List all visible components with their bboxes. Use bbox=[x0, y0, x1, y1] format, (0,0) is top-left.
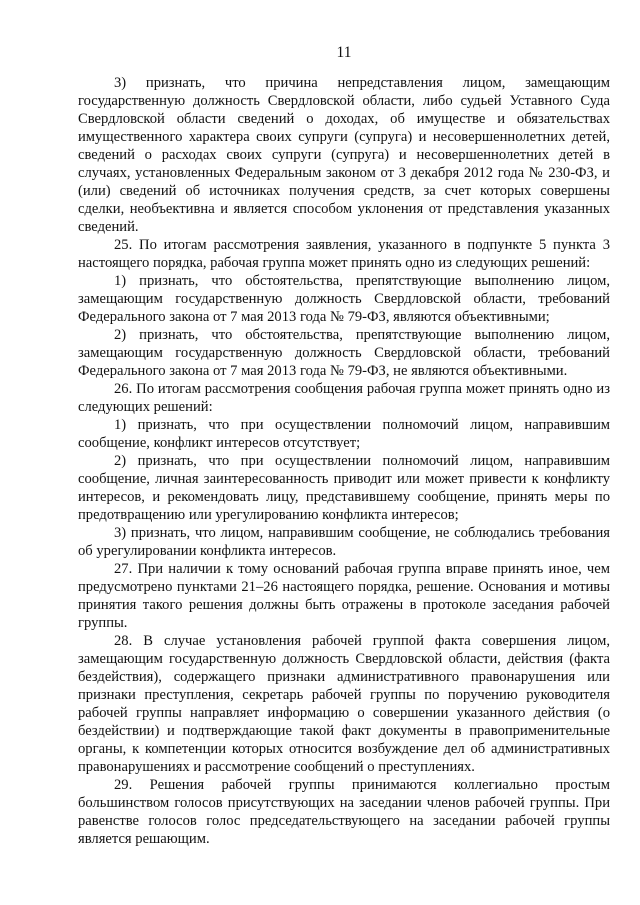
paragraph-26-item-2: 2) признать, что при осуществлении полномочий лицом, направившим сообщение, личная заинтересованность приводит или может привести к конфликту интересов, и рекомендовать лицу, представившему сообщение, принять меры по предотвращению или урегулированию конфликта интересов; bbox=[78, 453, 610, 523]
document-body bbox=[78, 74, 610, 848]
document-page bbox=[78, 0, 610, 905]
paragraph-25-item-1: 1) признать, что обстоятельства, препятствующие выполнению лицом, замещающим государственную должность Свердловской области, требований Федерального закона от 7 мая 2013 года № 79-ФЗ, являются объективными; bbox=[78, 273, 610, 325]
page-number: 11 bbox=[336, 44, 352, 61]
paragraph-26-item-3: 3) признать, что лицом, направившим сообщение, не соблюдались требования об урегулировании конфликта интересов. bbox=[78, 525, 610, 559]
paragraph-25-item-2: 2) признать, что обстоятельства, препятствующие выполнению лицом, замещающим государственную должность Свердловской области, требований Федерального закона от 7 мая 2013 года № 79-ФЗ, не являются объективными. bbox=[78, 327, 610, 379]
paragraph-29: 29. Решения рабочей группы принимаются коллегиально простым большинством голосов присутствующих на заседании членов рабочей группы. При равенстве голосов голос председательствующего на заседании рабочей группы является решающим. bbox=[78, 777, 610, 847]
paragraph-24-item-3: 3) признать, что причина непредставления лицом, замещающим государственную должность Свердловской области, либо судьей Уставного Суда Свердловской области сведений о доходах, об имуществе и обязательствах имущественного характера своих супруги (супруга) и несовершеннолетних детей, сведений о расходах своих супруги (супруга) и несовершеннолетних детей в случаях, установленных Федеральным законом от 3 декабря 2012 года № 230-ФЗ, и (или) сведений об источниках получения средств, за счет которых совершены сделки, необъективна и является способом уклонения от представления указанных сведений. bbox=[78, 75, 610, 235]
paragraph-26: 26. По итогам рассмотрения сообщения рабочая группа может принять одно из следующих решений: bbox=[78, 381, 610, 415]
paragraph-28: 28. В случае установления рабочей группой факта совершения лицом, замещающим государственную должность Свердловской области, действия (факта бездействия), содержащего признаки административного правонарушения или признаки преступления, секретарь рабочей группы по поручению руководителя рабочей группы направляет информацию о совершении указанного действия (о бездействии) и подтверждающие такой факт документы в правоприменительные органы, к компетенции которых относится возбуждение дел об административных правонарушениях и рассмотрение сообщений о преступлениях. bbox=[78, 633, 610, 775]
paragraph-25: 25. По итогам рассмотрения заявления, указанного в подпункте 5 пункта 3 настоящего порядка, рабочая группа может принять одно из следующих решений: bbox=[78, 237, 610, 271]
paragraph-27: 27. При наличии к тому оснований рабочая группа вправе принять иное, чем предусмотрено пунктами 21–26 настоящего порядка, решение. Основания и мотивы принятия такого решения должны быть отражены в протоколе заседания рабочей группы. bbox=[78, 561, 610, 631]
paragraph-26-item-1: 1) признать, что при осуществлении полномочий лицом, направившим сообщение, конфликт интересов отсутствует; bbox=[78, 417, 610, 451]
